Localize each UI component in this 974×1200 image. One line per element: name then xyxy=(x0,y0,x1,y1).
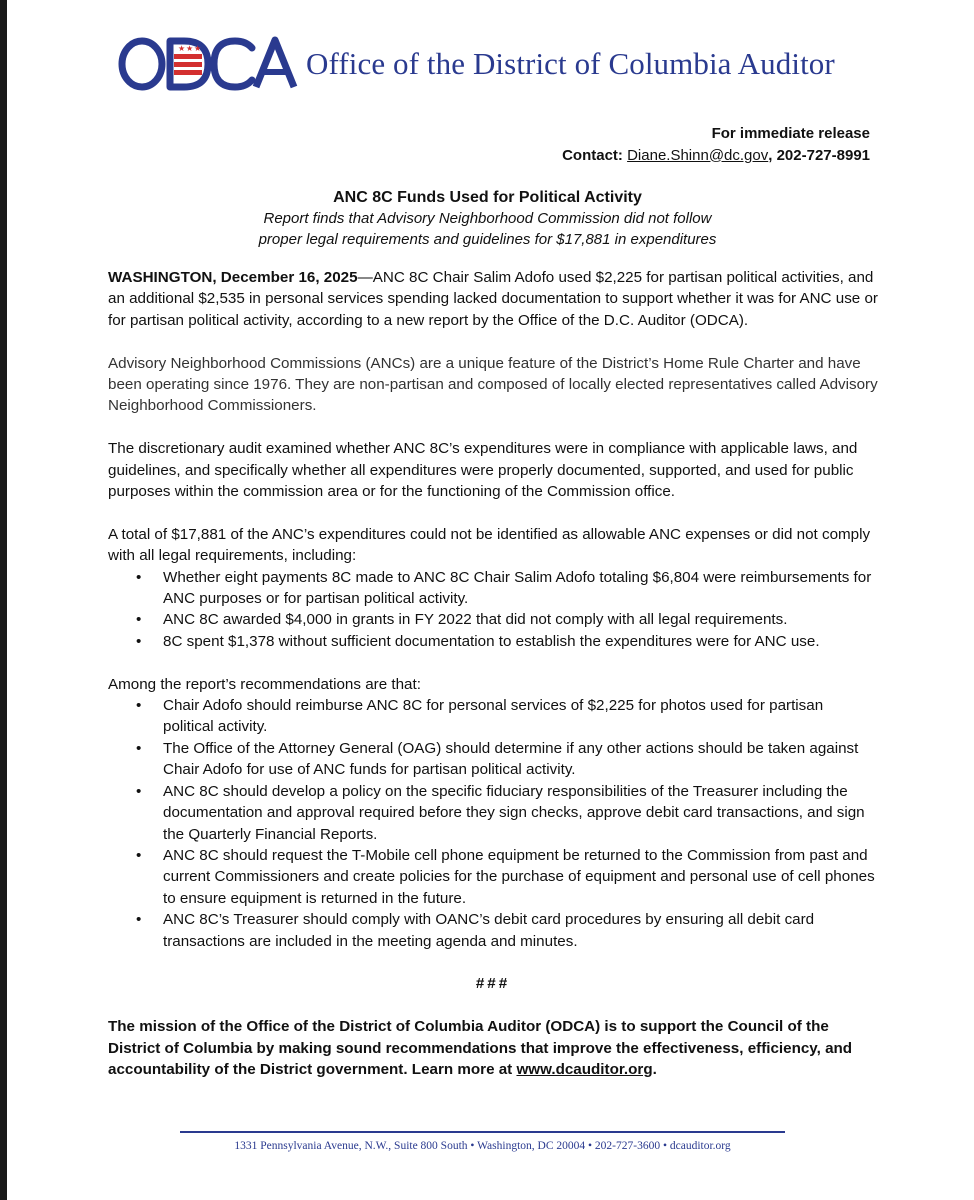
svg-text:★: ★ xyxy=(194,44,202,53)
recommendation-item: • ANC 8C should request the T-Mobile cell phone equipment be returned to the Commission from past and current Commissioners and create policies for the purchase of equipment and personal use of cell phones to ensure equipment is returned in the future. xyxy=(163,845,878,909)
finding-item: • ANC 8C awarded $4,000 in grants in FY 2022 that did not comply with all legal requirements. xyxy=(163,609,878,630)
contact-email-link[interactable]: Diane.Shinn@dc.gov xyxy=(627,146,769,164)
release-body xyxy=(108,267,878,1102)
recommendations-intro: Among the report’s recommendations are that: xyxy=(108,675,421,693)
odca-logo-mark xyxy=(118,34,300,94)
findings-intro: A total of $17,881 of the ANC’s expenditures could not be identified as allowable ANC expenses or did not comply with all legal requirements, including: xyxy=(108,525,871,565)
finding-item: • 8C spent $1,378 without sufficient documentation to establish the expenditures were for ANC use. xyxy=(163,631,878,652)
release-info xyxy=(562,123,870,166)
contact-line xyxy=(562,145,870,167)
footer-site: dcauditor.org xyxy=(669,1140,731,1152)
lead-text: —ANC 8C Chair Salim Adofo used $2,225 for partisan political activities, and an additional $2,535 in personal services spending lacked documentation to support whether it was for ANC use or for partisan political activity, according to a new report by the Office of the D.C. Auditor (ODCA). xyxy=(108,269,878,329)
end-mark: ### xyxy=(475,975,511,993)
recommendation-item: • ANC 8C should develop a policy on the specific fiduciary responsibilities of the Treasurer including the documentation and approval required before they sign checks, approve debit card transactions, and sign the Quarterly Financial Reports. xyxy=(163,781,878,845)
audit-scope-paragraph: The discretionary audit examined whether ANC 8C’s expenditures were in compliance with applicable laws, and guidelines, and specifically whether all expenditures were properly documented, supported, and used for public purposes within the commission area or for the functioning of the Commission office. xyxy=(108,440,858,501)
odca-logo xyxy=(118,34,835,94)
recommendation-item: • ANC 8C’s Treasurer should comply with OANC’s debit card procedures by ensuring all debit card transactions are included in the meeting agenda and minutes. xyxy=(163,909,878,952)
recommendation-item: • The Office of the Attorney General (OAG) should determine if any other actions should be taken against Chair Adofo for use of ANC funds for partisan political activity. xyxy=(163,738,878,781)
bullet-separator: • xyxy=(470,1140,478,1152)
lead-paragraph xyxy=(108,267,878,331)
svg-text:★: ★ xyxy=(178,44,186,53)
headline-subtitle-2: proper legal requirements and guidelines for $17,881 in expenditures xyxy=(258,231,717,248)
dateline: WASHINGTON, December 16, 2025 xyxy=(108,269,358,286)
svg-text:★: ★ xyxy=(186,44,194,53)
release-status: For immediate release xyxy=(711,125,870,142)
office-name: Office of the District of Columbia Auditor xyxy=(306,46,835,81)
mission-text: The mission of the Office of the District of Columbia Auditor (ODCA) is to support the Council of the District of Columbia by making sound recommendations that improve the effectiveness, efficiency, and accountability of the District government. Learn more at xyxy=(108,1018,853,1078)
footer-divider xyxy=(180,1131,785,1133)
footer-phone: 202-727-3600 xyxy=(594,1140,661,1152)
mission-end: . xyxy=(652,1060,657,1078)
contact-phone: , 202-727-8991 xyxy=(768,146,870,164)
website-link[interactable]: www.dcauditor.org xyxy=(516,1060,653,1078)
headline-block xyxy=(100,187,875,250)
headline-subtitle-1: Report finds that Advisory Neighborhood Commission did not follow xyxy=(263,210,712,227)
findings-list xyxy=(108,567,878,653)
headline-title: ANC 8C Funds Used for Political Activity xyxy=(333,189,642,206)
recommendations-list xyxy=(108,695,878,952)
recommendation-item: • Chair Adofo should reimburse ANC 8C for personal services of $2,225 for photos used for partisan political activity. xyxy=(163,695,878,738)
footer-street: 1331 Pennsylvania Avenue, N.W., Suite 800 South xyxy=(234,1140,468,1152)
footer-city: Washington, DC 20004 xyxy=(477,1140,586,1152)
contact-label: Contact: xyxy=(562,146,623,164)
mission-statement xyxy=(108,1016,878,1080)
bullet-separator: • xyxy=(662,1140,670,1152)
finding-item: • Whether eight payments 8C made to ANC 8C Chair Salim Adofo totaling $6,804 were reimbursements for ANC purposes or for partisan political activity. xyxy=(163,567,878,610)
left-edge-bar xyxy=(0,0,7,1200)
footer-address xyxy=(180,1140,785,1152)
anc-background-paragraph: Advisory Neighborhood Commissions (ANCs) are a unique feature of the District’s Home Rule Charter and have been operating since 1976. They are non-partisan and composed of locally elected representatives called Advisory Neighborhood Commissioners. xyxy=(108,354,878,415)
bullet-separator: • xyxy=(588,1140,595,1152)
